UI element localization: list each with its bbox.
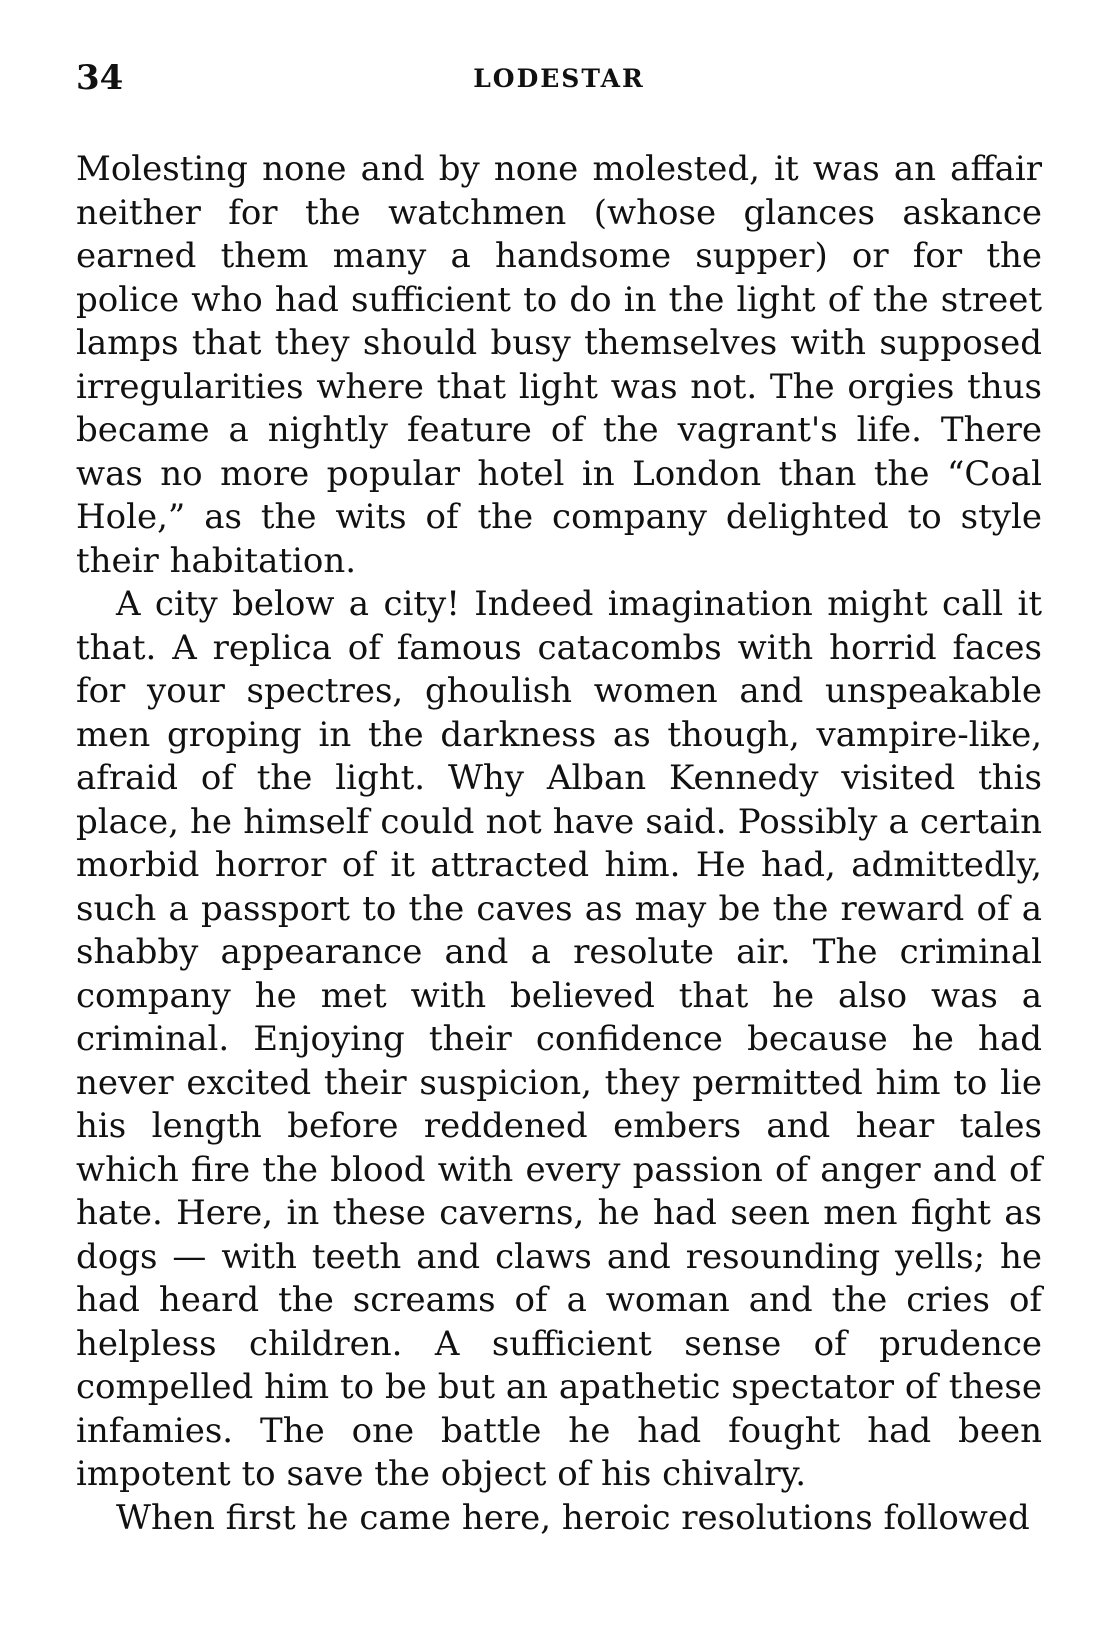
page-number: 34	[76, 58, 124, 98]
book-page	[76, 58, 1042, 1540]
paragraph-3: When first he came here, heroic resolutions followed	[116, 1497, 1030, 1538]
running-title: LODESTAR	[473, 64, 645, 93]
paragraph-2: A city below a city! Indeed imagination might call it that. A replica of famous catacombs with horrid faces for your spectres, ghoulish women and unspeakable men groping in the darkness as though, vampire-like, afraid of the light. Why Alban Kennedy visited this place, he himself could not have said. Possibly a certain morbid horror of it attracted him. He had, admittedly, such a passport to the caves as may be the reward of a shabby appearance and a resolute air. The criminal company he met with believed that he also was a criminal. Enjoying their confidence because he had never excited their suspicion, they permitted him to lie his length before reddened embers and hear tales which fire the blood with every passion of anger and of hate. Here, in these caverns, he had seen men fight as dogs — with teeth and claws and resounding yells; he had heard the screams of a woman and the cries of helpless children. A sufficient sense of prudence compelled him to be but an apathetic spectator of these infamies. The one battle he had fought had been impotent to save the object of his chivalry.	[76, 584, 1042, 1494]
body-text	[76, 148, 1042, 1540]
paragraph-1: Molesting none and by none molested, it was an affair neither for the watchmen (whose glances askance earned them many a handsome supper) or for the police who had sufficient to do in the light of the street lamps that they should busy themselves with supposed irregularities where that light was not. The orgies thus became a nightly feature of the vagrant's life. There was no more popular hotel in London than the “Coal Hole,” as the wits of the company delighted to style their habitation.	[76, 149, 1042, 581]
running-head	[76, 58, 1042, 104]
